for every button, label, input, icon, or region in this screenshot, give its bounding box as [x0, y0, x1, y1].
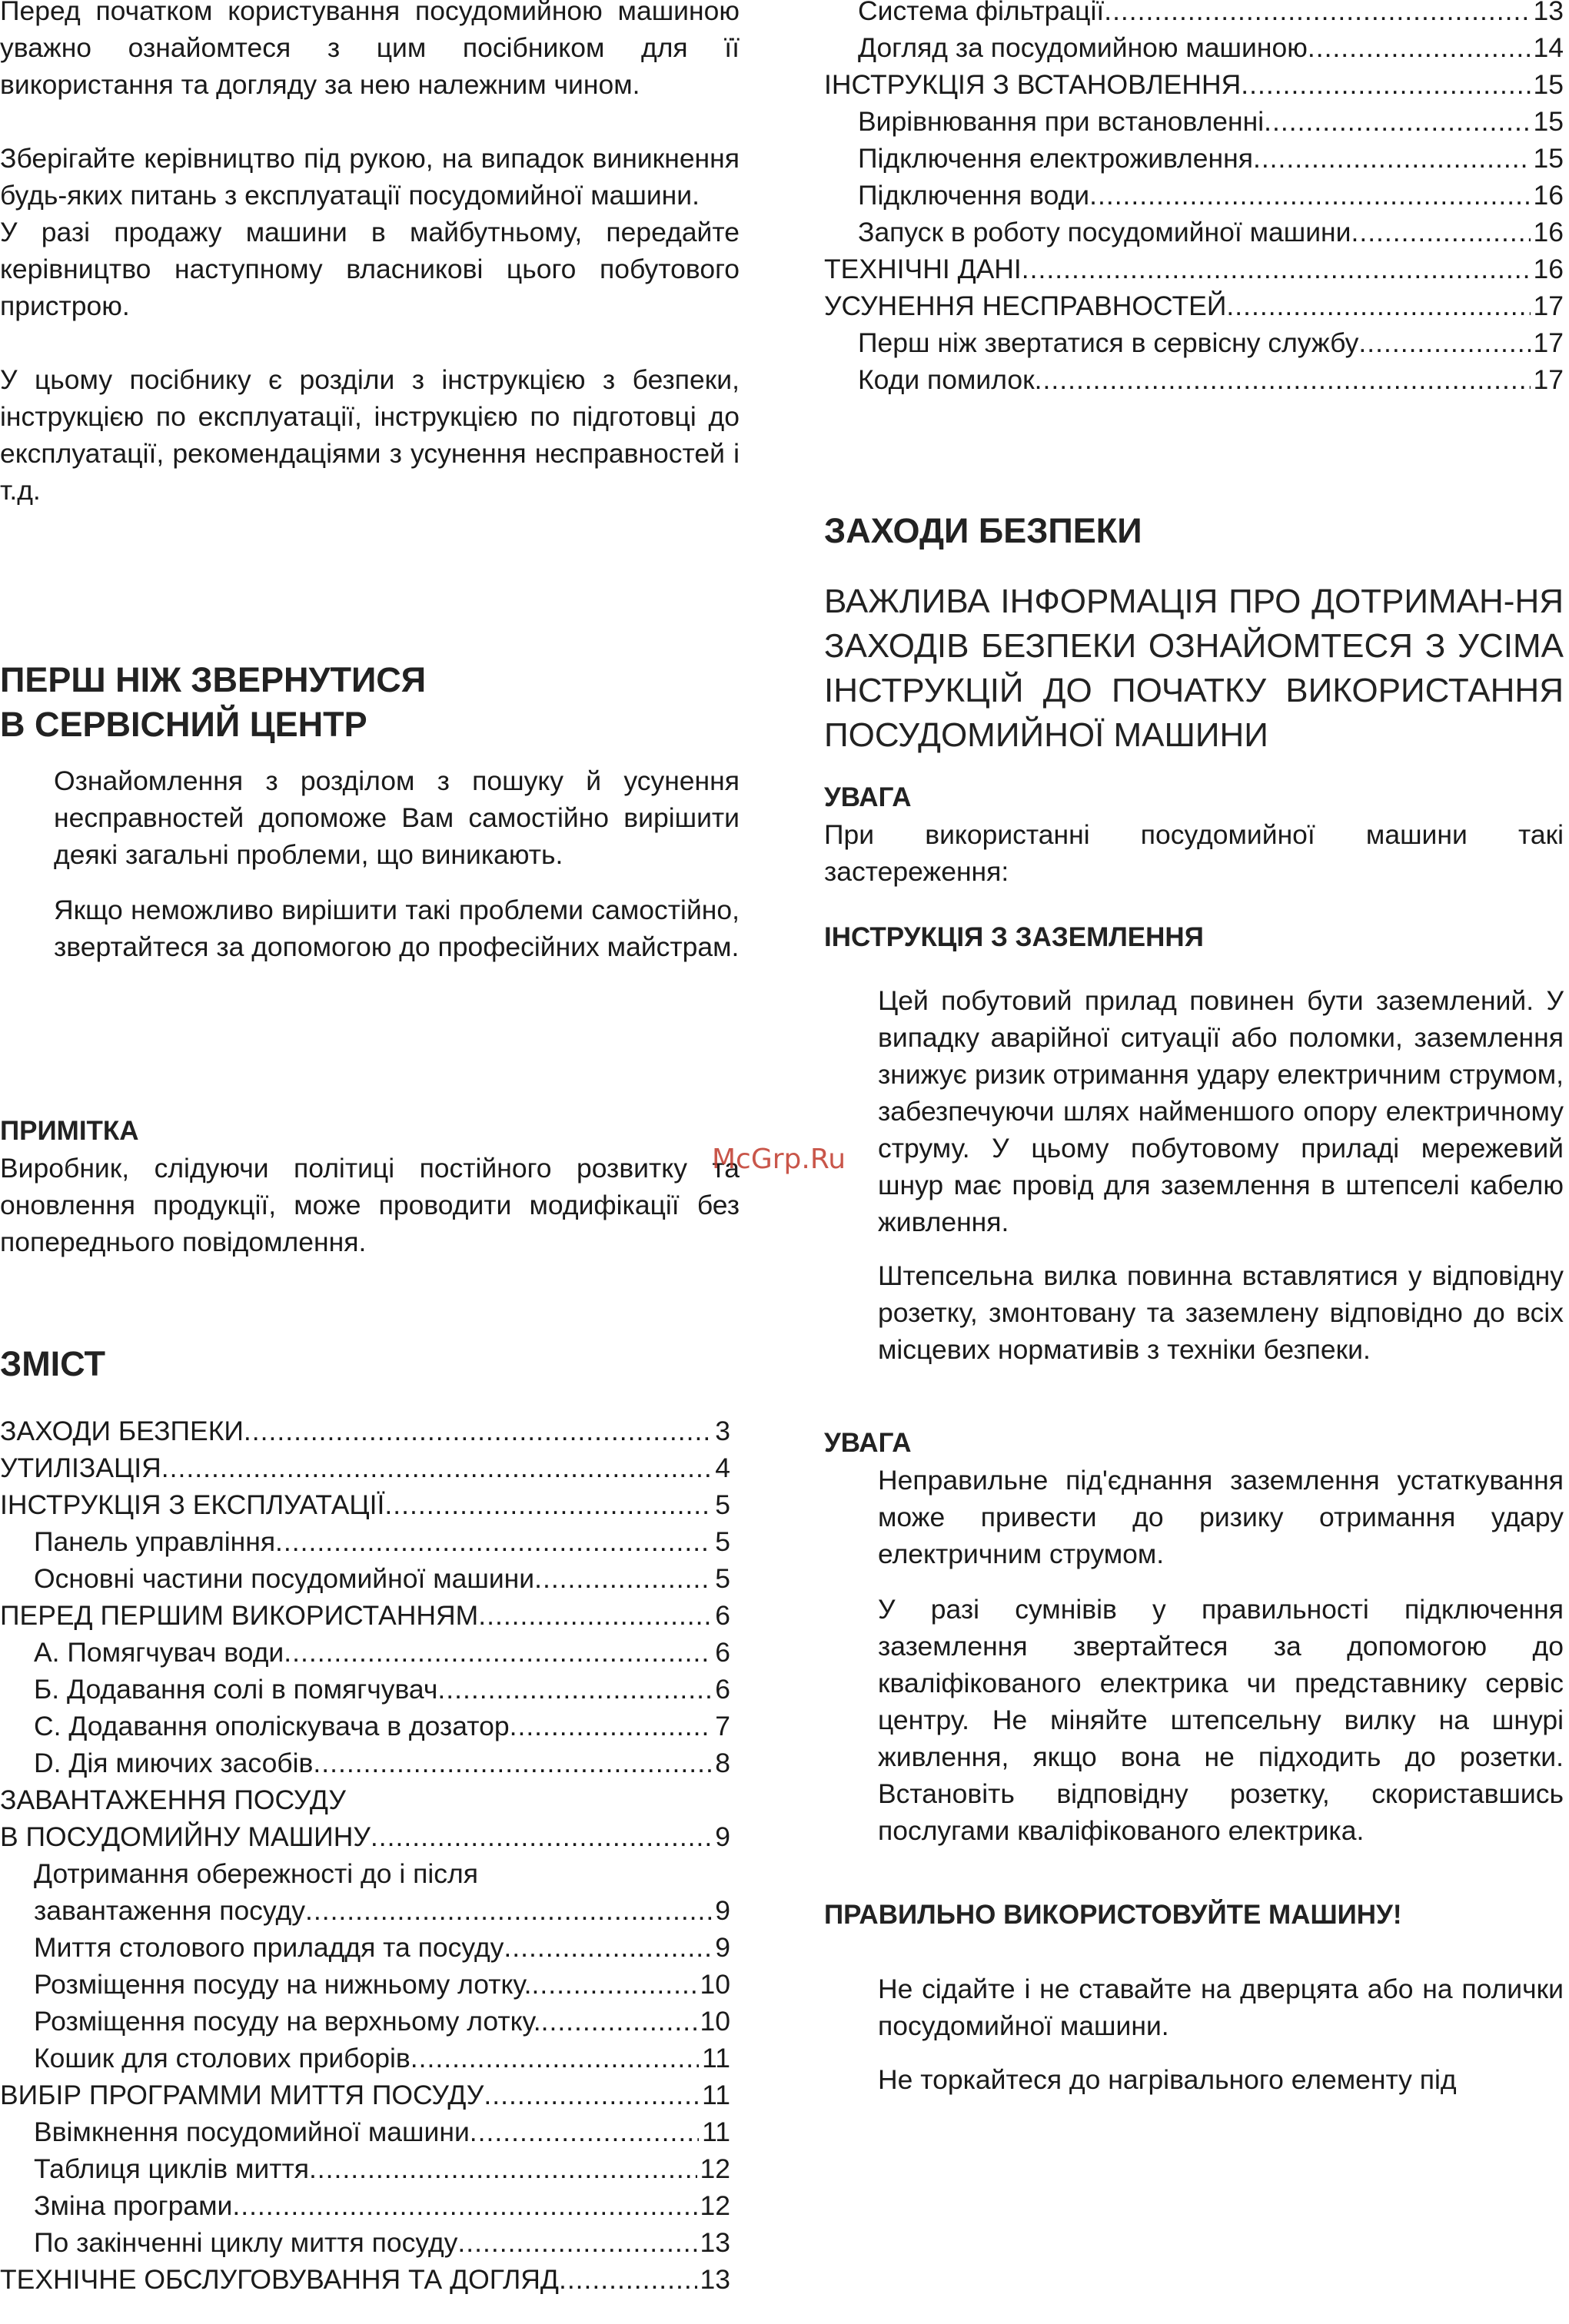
toc-leader-dots [457, 2224, 696, 2261]
toc-entry[interactable] [0, 1708, 730, 1745]
section-heading: ПЕРШ НІЖ ЗВЕРНУТИСЯ [0, 660, 427, 699]
toc-page-number: 15 [1533, 143, 1564, 174]
warning-paragraph: Неправильне під'єднання заземлення устаткування може привести до ризику отримання удару електричним струмом. [878, 1465, 1564, 1569]
toc-leader-dots [244, 1413, 712, 1449]
note-text: Виробник, слідуючи політиці постійного розвитку та оновлення продукції, може проводити модифікації без попереднього повідомлення. [0, 1153, 740, 1257]
warning-paragraph: У разі сумнівів у правильності підключення заземлення звертайтеся за допомогою до кваліфікованого електрика чи представнику сервіс центру. Не міняйте штепсельну вилку на шнурі живлення, якщо вона не підходить до розетки. Встановіть відповідну розетку, скориставшись послугами кваліфікованого електрика. [878, 1594, 1564, 1846]
toc-page-number: 17 [1533, 327, 1564, 358]
toc-entry[interactable] [0, 1929, 730, 1966]
left-column [0, 0, 740, 2295]
toc-page-number: 11 [702, 2116, 730, 2147]
toc-page-number: 16 [1533, 217, 1564, 247]
note-heading: ПРИМІТКА [0, 1116, 139, 1146]
toc-entry[interactable]: Дотримання обережності до і після [34, 1858, 478, 1889]
grounding-paragraph: Цей побутовий прилад повинен бути заземлений. У випадку аварійної ситуації або поломки, заземлення знижує ризик отримання удару електричним струмом, забезпечуючи шлях найменшого опору електричному струму. У цьому побутовому приладі мережевий шнур має провід для заземлення в штепселі кабелю живлення. [878, 985, 1564, 1237]
toc-entry[interactable] [0, 1413, 730, 1449]
toc-page-number: 15 [1533, 69, 1564, 100]
toc-entry[interactable] [0, 2224, 730, 2261]
toc-entry[interactable] [0, 1634, 730, 1671]
toc-entry[interactable] [824, 251, 1564, 287]
toc-page-number: 14 [1533, 32, 1564, 63]
toc-entry-title: ІНСТРУКЦІЯ З ВСТАНОВЛЕННЯ [824, 69, 1242, 100]
usage-paragraph: Не сідайте і не ставайте на дверцята або на полички посудомийної машини. [878, 1974, 1564, 2041]
toc-page-number: 11 [702, 2080, 730, 2110]
toc-entry[interactable] [824, 140, 1564, 177]
section-heading: В СЕРВІСНИЙ ЦЕНТР [0, 705, 367, 744]
toc-entry-title: Запуск в роботу посудомийної машини [858, 217, 1351, 247]
intro-section [0, 0, 740, 509]
toc-entry-title: ТЕХНІЧНЕ ОБСЛУГОВУВАННЯ ТА ДОГЛЯД [0, 2264, 559, 2295]
toc-entry-title: Таблиця циклів миття [34, 2153, 309, 2184]
toc-page-number: 16 [1533, 254, 1564, 284]
toc-entry[interactable] [0, 1486, 730, 1523]
toc-leader-dots [1226, 287, 1530, 324]
section-heading: ЗАХОДИ БЕЗПЕКИ [824, 511, 1142, 550]
toc-entry-title: УСУНЕННЯ НЕСПРАВНОСТЕЙ [824, 290, 1227, 321]
toc-entry-title: ТЕХНІЧНІ ДАНІ [824, 254, 1022, 284]
table-of-contents [0, 1413, 730, 1781]
toc-entry-title: Система фільтрації [858, 0, 1105, 26]
watermark: McGrp.Ru [712, 1144, 846, 1175]
toc-leader-dots [1308, 29, 1531, 66]
toc-entry-title: A. Помягчувач води [34, 1637, 284, 1668]
toc-entry-title: ПЕРЕД ПЕРШИМ ВИКОРИСТАННЯМ [0, 1600, 479, 1631]
toc-entry-title: D. Дія миючих засобів [34, 1748, 314, 1778]
toc-leader-dots [1358, 324, 1530, 361]
toc-leader-dots [1035, 361, 1531, 398]
toc-entry-title: Зміна програми [34, 2190, 233, 2221]
toc-leader-dots [470, 2113, 699, 2150]
toc-entry[interactable] [824, 0, 1564, 29]
toc-entry[interactable] [0, 1449, 730, 1486]
toc-leader-dots [411, 2040, 699, 2077]
toc-page-number: 5 [715, 1563, 730, 1594]
toc-page-number: 16 [1533, 180, 1564, 211]
toc-leader-dots [275, 1523, 712, 1560]
toc-leader-dots [1089, 177, 1530, 214]
toc-entry[interactable] [824, 287, 1564, 324]
toc-leader-dots [1264, 103, 1530, 140]
toc-entry[interactable] [0, 1671, 730, 1708]
toc-entry[interactable] [824, 66, 1564, 103]
toc-leader-dots [1022, 251, 1531, 287]
toc-entry-title: Догляд за посудомийною машиною [858, 32, 1308, 63]
toc-heading: ЗМІСТ [0, 1344, 106, 1383]
toc-page-number: 12 [700, 2190, 730, 2221]
toc-entry[interactable] [0, 2150, 730, 2187]
toc-leader-dots [484, 2077, 699, 2113]
toc-entry[interactable] [0, 2187, 730, 2224]
intro-paragraph: У разі продажу машини в майбутньому, передайте керівництво наступному власникові цього побутового пристрою. [0, 217, 740, 321]
toc-page-number: 13 [700, 2264, 730, 2295]
toc-page-number: 6 [715, 1637, 730, 1668]
toc-leader-dots [1104, 0, 1530, 29]
toc-entry[interactable] [0, 1966, 730, 2003]
toc-leader-dots [510, 1708, 713, 1745]
toc-page-number: 11 [702, 2043, 730, 2073]
toc-leader-dots [161, 1449, 712, 1486]
toc-entry[interactable] [824, 177, 1564, 214]
toc-leader-dots [1253, 140, 1531, 177]
toc-entry-title: Вирівнювання при встановленні [858, 106, 1265, 137]
toc-entry[interactable]: ЗАВАНТАЖЕННЯ ПОСУДУ [0, 1784, 346, 1815]
toc-leader-dots [384, 1486, 712, 1523]
warning-text: При використанні посудомийної машини такі застереження: [824, 819, 1564, 887]
toc-entry[interactable] [824, 29, 1564, 66]
toc-entry-title: Розміщення посуду на верхньому лотку. [34, 2006, 541, 2037]
toc-page-number: 5 [715, 1489, 730, 1520]
toc-entry-title: Кошик для столових приборів [34, 2043, 411, 2073]
toc-entry-title: Миття столового приладдя та посуду [34, 1932, 504, 1963]
toc-leader-dots [559, 2261, 697, 2298]
toc-entry-title: Основні частини посудомийної машини [34, 1563, 535, 1594]
toc-entry[interactable] [0, 1597, 730, 1634]
usage-paragraph: Не торкайтеся до нагрівального елементу під [878, 2064, 1457, 2095]
toc-leader-dots [284, 1634, 712, 1671]
service-section [0, 658, 740, 965]
toc-leader-dots [309, 2150, 697, 2187]
toc-entry-title: Ввімкнення посудомийної машини [34, 2116, 470, 2147]
service-paragraph: Ознайомлення з розділом з пошуку й усунення несправностей допоможе Вам самостійно вирішити деякі загальні проблеми, що виникають. [54, 765, 740, 870]
toc-page-number: 15 [1533, 106, 1564, 137]
right-column [824, 0, 1564, 2095]
service-paragraph: Якщо неможливо вирішити такі проблеми самостійно, звертайтеся за допомогою до професійних майстрам. [54, 895, 740, 962]
toc-entry[interactable] [0, 1745, 730, 1781]
warning-heading: УВАГА [824, 1428, 912, 1458]
grounding-heading: ІНСТРУКЦІЯ З ЗАЗЕМЛЕННЯ [824, 922, 1204, 952]
toc-entry-title: Перш ніж звертатися в сервісну службу [858, 327, 1359, 358]
toc-page-number: 17 [1533, 364, 1564, 395]
toc-entry[interactable] [0, 2261, 730, 2298]
toc-section [0, 1342, 730, 2298]
warning-heading: УВАГА [824, 782, 912, 812]
toc-page-number: 17 [1533, 290, 1564, 321]
toc-page-number: 7 [715, 1711, 730, 1741]
toc-page-number: 5 [715, 1526, 730, 1557]
table-of-contents [824, 0, 1564, 398]
toc-page-number: 8 [715, 1748, 730, 1778]
toc-leader-dots [504, 1929, 712, 1966]
toc-leader-dots [437, 1671, 712, 1708]
toc-entry-title: ЗАХОДИ БЕЗПЕКИ [0, 1416, 244, 1446]
toc-entry[interactable] [0, 2003, 730, 2040]
grounding-paragraph: Штепсельна вилка повинна вставлятися у відповідну розетку, змонтовану та заземлену відповідно до всіх місцевих нормативів з техніки безпеки. [878, 1260, 1564, 1365]
toc-leader-dots [1241, 66, 1530, 103]
toc-entry[interactable] [824, 324, 1564, 361]
toc-leader-dots [531, 1966, 696, 2003]
toc-page-number: 6 [715, 1600, 730, 1631]
toc-entry[interactable] [0, 2040, 730, 2077]
usage-heading: ПРАВИЛЬНО ВИКОРИСТОВУЙТЕ МАШИНУ! [824, 1900, 1402, 1930]
toc-entry-title: ВИБІР ПРОГРАММИ МИТТЯ ПОСУДУ [0, 2080, 484, 2110]
toc-entry-title: C. Додавання ополіскувача в дозатор [34, 1711, 510, 1741]
toc-entry-title: Панель управління [34, 1526, 276, 1557]
toc-leader-dots [313, 1745, 712, 1781]
toc-entry-title: По закінченні циклу миття посуду [34, 2227, 458, 2258]
intro-paragraph: Зберігайте керівництво під рукою, на випадок виникнення будь-яких питань з експлуатації посудомийної машини. [0, 143, 740, 211]
table-of-contents [0, 1929, 730, 2298]
important-notice: ВАЖЛИВА ІНФОРМАЦІЯ ПРО ДОТРИМАН-НЯ ЗАХОДІВ БЕЗПЕКИ ОЗНАЙОМТЕСЯ З УСІМА ІНСТРУКЦІЙ ДО ПОЧАТКУ ВИКОРИСТАННЯ ПОСУДОМИЙНОЇ МАШИНИ [824, 583, 1564, 754]
toc-entry[interactable]: завантаження посуду ..... 9 [0, 1892, 730, 1929]
intro-paragraph: У цьому посібнику є розділи з інструкцією з безпеки, інструкцією по експлуатації, інструкцією по підготовці до експлуатації, рекомендаціями з усунення несправностей і т.д. [0, 364, 740, 506]
note-section [0, 1113, 740, 1260]
toc-page-number: 4 [715, 1452, 730, 1483]
toc-page-number: 13 [700, 2227, 730, 2258]
toc-leader-dots [534, 1560, 712, 1597]
toc-entry[interactable] [0, 2113, 730, 2150]
toc-page-number: 9 [715, 1932, 730, 1963]
toc-entry[interactable] [824, 103, 1564, 140]
toc-entry-title: ІНСТРУКЦІЯ З ЕКСПЛУАТАЦІЇ [0, 1489, 385, 1520]
toc-leader-dots [478, 1597, 712, 1634]
toc-entry-title: Коди помилок [858, 364, 1035, 395]
toc-page-number: 12 [700, 2153, 730, 2184]
safety-section [824, 509, 1564, 2098]
toc-entry[interactable] [0, 1560, 730, 1597]
toc-entry[interactable] [0, 1523, 730, 1560]
toc-page-number: 13 [1533, 0, 1564, 26]
toc-page-number: 3 [715, 1416, 730, 1446]
toc-page-number: 10 [700, 2006, 730, 2037]
toc-entry[interactable] [824, 361, 1564, 398]
toc-page-number: 6 [715, 1674, 730, 1705]
toc-entry-title: УТИЛІЗАЦІЯ [0, 1452, 161, 1483]
toc-entry[interactable] [0, 2077, 730, 2113]
toc-leader-dots [541, 2003, 697, 2040]
toc-loading [0, 1781, 730, 1929]
toc-entry-title: Розміщення посуду на нижньому лотку. [34, 1969, 532, 2000]
toc-leader-dots [1351, 214, 1530, 251]
toc-entry-title: Підключення води [858, 180, 1090, 211]
toc-entry-title: Підключення електроживлення [858, 143, 1253, 174]
toc-entry-title: Б. Додавання солі в помягчувач [34, 1674, 438, 1705]
toc-entry[interactable]: В ПОСУДОМИЙНУ МАШИНУ ..... 9 [0, 1818, 730, 1855]
intro-paragraph: Перед початком користування посудомийною машиною уважно ознайомтеся з цим посібником для її використання та догляду за нею належним чином. [0, 0, 740, 100]
toc-page-number: 10 [700, 1969, 730, 2000]
toc-entry[interactable] [824, 214, 1564, 251]
toc-leader-dots [232, 2187, 696, 2224]
